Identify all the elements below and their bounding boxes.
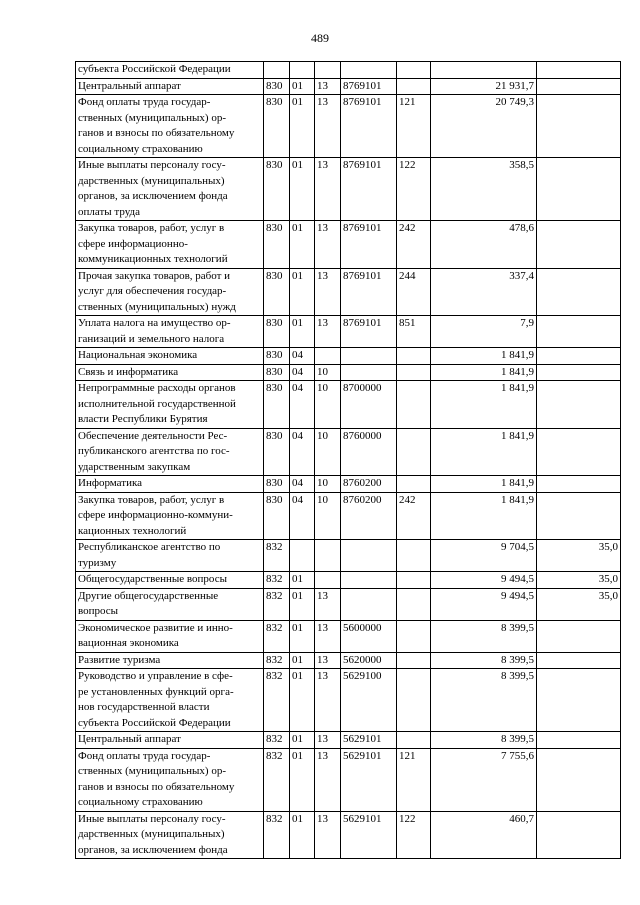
target-article-cell: 5629101 [341, 732, 397, 749]
item-name-line: оплаты труда [78, 205, 141, 218]
item-name-line: ственных (муниципальных) ор- [78, 765, 227, 777]
item-name-line: Информатика [78, 477, 143, 489]
target-article-cell: 8769101 [341, 268, 397, 316]
expense-type-cell: 121 [397, 748, 431, 811]
section-code-cell [290, 540, 315, 572]
item-name-line: ственных (муниципальных) ор- [78, 111, 227, 124]
table-row [76, 476, 621, 493]
item-name-line: Иные выплаты персоналу госу- [78, 159, 226, 171]
item-name-line: Закупка товаров, работ, услуг в [78, 493, 225, 506]
extra-amount-cell [537, 268, 621, 316]
amount-cell: 9 704,5 [431, 540, 537, 572]
item-name-line: Фонд оплаты труда государ- [78, 96, 211, 108]
item-name-line: Развитие туризма [78, 653, 161, 666]
expense-type-cell: 242 [397, 492, 431, 540]
department-code-cell: 830 [264, 268, 290, 316]
item-name-cell [76, 348, 264, 365]
amount-cell: 1 841,9 [431, 492, 537, 540]
item-name-cell [76, 540, 264, 572]
item-name-line: сфере информационно- [78, 237, 188, 250]
extra-amount-cell [537, 364, 621, 381]
amount-cell: 9 494,5 [431, 572, 537, 589]
extra-amount-cell [537, 78, 621, 95]
target-article-cell [341, 364, 397, 381]
item-name-line: социальному страхованию [78, 796, 203, 808]
target-article-cell: 8760200 [341, 476, 397, 493]
department-code-cell: 832 [264, 652, 290, 669]
amount-cell: 9 494,5 [431, 588, 537, 620]
item-name-line: Иные выплаты персоналу госу- [78, 812, 226, 825]
item-name-line: органов, за исключением фонда [78, 843, 228, 856]
section-code-cell: 01 [290, 732, 315, 749]
department-code-cell: 830 [264, 78, 290, 95]
subsection-code-cell: 13 [315, 221, 341, 269]
amount-cell: 1 841,9 [431, 428, 537, 476]
item-name-line: Обеспечение деятельности Рес- [78, 429, 228, 442]
department-code-cell: 830 [264, 316, 290, 348]
amount-cell: 478,6 [431, 221, 537, 269]
item-name-cell [76, 492, 264, 540]
amount-cell: 7 755,6 [431, 748, 537, 811]
expense-type-cell [397, 348, 431, 365]
table-row [76, 492, 621, 540]
section-code-cell: 01 [290, 268, 315, 316]
item-name-cell [76, 620, 264, 652]
extra-amount-cell [537, 221, 621, 269]
item-name-cell [76, 572, 264, 589]
item-name-cell [76, 748, 264, 811]
item-name-line: услуг для обеспечения государ- [78, 285, 227, 297]
extra-amount-cell [537, 95, 621, 158]
amount-cell: 1 841,9 [431, 476, 537, 493]
item-name-cell [76, 588, 264, 620]
target-article-cell: 5620000 [341, 652, 397, 669]
subsection-code-cell: 13 [315, 158, 341, 221]
amount-cell: 20 749,3 [431, 95, 537, 158]
expense-type-cell [397, 572, 431, 589]
department-code-cell: 830 [264, 158, 290, 221]
department-code-cell: 832 [264, 732, 290, 749]
section-code-cell: 01 [290, 316, 315, 348]
extra-amount-cell [537, 476, 621, 493]
expense-type-cell [397, 588, 431, 620]
expense-type-cell [397, 78, 431, 95]
item-name-cell [76, 428, 264, 476]
section-code-cell: 01 [290, 669, 315, 732]
extra-amount-cell [537, 620, 621, 652]
section-code-cell [290, 62, 315, 79]
item-name-line: Закупка товаров, работ, услуг в [78, 222, 225, 234]
amount-cell: 8 399,5 [431, 652, 537, 669]
section-code-cell: 04 [290, 348, 315, 365]
department-code-cell: 832 [264, 588, 290, 620]
subsection-code-cell [315, 540, 341, 572]
expense-type-cell: 851 [397, 316, 431, 348]
target-article-cell: 8700000 [341, 381, 397, 429]
item-name-cell [76, 732, 264, 749]
item-name-cell [76, 221, 264, 269]
amount-cell: 8 399,5 [431, 732, 537, 749]
section-code-cell: 04 [290, 428, 315, 476]
item-name-cell [76, 364, 264, 381]
expense-type-cell [397, 476, 431, 493]
section-code-cell: 04 [290, 364, 315, 381]
table-body [76, 62, 621, 859]
subsection-code-cell: 13 [315, 268, 341, 316]
target-article-cell [341, 588, 397, 620]
item-name-cell [76, 652, 264, 669]
target-article-cell [341, 62, 397, 79]
item-name-line: вопросы [78, 605, 119, 617]
target-article-cell: 5629101 [341, 748, 397, 811]
extra-amount-cell [537, 316, 621, 348]
section-code-cell: 01 [290, 78, 315, 95]
section-code-cell: 04 [290, 476, 315, 493]
section-code-cell: 04 [290, 381, 315, 429]
item-name-cell [76, 316, 264, 348]
amount-cell: 1 841,9 [431, 381, 537, 429]
amount-cell: 1 841,9 [431, 348, 537, 365]
department-code-cell: 830 [264, 476, 290, 493]
item-name-line: Центральный аппарат [78, 733, 181, 745]
item-name-cell [76, 669, 264, 732]
item-name-line: кационных технологий [78, 524, 187, 537]
extra-amount-cell [537, 62, 621, 79]
subsection-code-cell: 13 [315, 620, 341, 652]
item-name-line: Непрограммные расходы органов [78, 382, 236, 394]
department-code-cell: 832 [264, 620, 290, 652]
target-article-cell: 8769101 [341, 316, 397, 348]
expense-type-cell [397, 62, 431, 79]
target-article-cell [341, 348, 397, 365]
department-code-cell: 830 [264, 221, 290, 269]
item-name-line: дарственных (муниципальных) [78, 174, 225, 187]
table-row [76, 732, 621, 749]
subsection-code-cell: 10 [315, 364, 341, 381]
item-name-cell [76, 78, 264, 95]
item-name-cell [76, 95, 264, 158]
expense-type-cell [397, 428, 431, 476]
item-name-line: сфере информационно-коммуни- [78, 509, 233, 521]
expense-type-cell: 121 [397, 95, 431, 158]
department-code-cell: 830 [264, 428, 290, 476]
subsection-code-cell: 13 [315, 588, 341, 620]
subsection-code-cell: 10 [315, 492, 341, 540]
subsection-code-cell: 13 [315, 811, 341, 859]
table-row [76, 348, 621, 365]
section-code-cell: 01 [290, 158, 315, 221]
item-name-line: Уплата налога на имущество ор- [78, 317, 231, 329]
expense-type-cell: 122 [397, 811, 431, 859]
extra-amount-cell [537, 669, 621, 732]
item-name-cell [76, 476, 264, 493]
department-code-cell: 830 [264, 364, 290, 381]
extra-amount-cell [537, 428, 621, 476]
expense-type-cell [397, 620, 431, 652]
amount-cell: 1 841,9 [431, 364, 537, 381]
department-code-cell: 832 [264, 811, 290, 859]
item-name-line: туризму [78, 556, 117, 569]
table-row [76, 62, 621, 79]
item-name-line: публиканского агентства по гос- [78, 445, 230, 457]
table-row [76, 540, 621, 572]
amount-cell: 337,4 [431, 268, 537, 316]
target-article-cell: 8769101 [341, 221, 397, 269]
target-article-cell [341, 572, 397, 589]
amount-cell: 21 931,7 [431, 78, 537, 95]
table-row [76, 620, 621, 652]
subsection-code-cell: 13 [315, 652, 341, 669]
item-name-line: ре установленных функций орга- [78, 685, 234, 698]
subsection-code-cell: 13 [315, 78, 341, 95]
table-row [76, 316, 621, 348]
expense-type-cell [397, 669, 431, 732]
item-name-cell [76, 381, 264, 429]
subsection-code-cell [315, 572, 341, 589]
item-name-line: Общегосударственные вопросы [78, 573, 227, 585]
item-name-line: дарственных (муниципальных) [78, 828, 225, 840]
item-name-line: субъекта Российской Федерации [78, 63, 231, 75]
amount-cell: 7,9 [431, 316, 537, 348]
section-code-cell: 01 [290, 95, 315, 158]
item-name-line: ганов и взносы по обязательному [78, 127, 235, 139]
item-name-line: Руководство и управление в сфе- [78, 670, 233, 682]
subsection-code-cell: 13 [315, 748, 341, 811]
item-name-line: Прочая закупка товаров, работ и [78, 269, 231, 282]
subsection-code-cell: 13 [315, 95, 341, 158]
item-name-line: ганизаций и земельного налога [78, 332, 225, 345]
subsection-code-cell: 10 [315, 476, 341, 493]
item-name-line: ственных (муниципальных) нужд [78, 300, 236, 313]
extra-amount-cell [537, 811, 621, 859]
table-row [76, 268, 621, 316]
item-name-line: ударственным закупкам [78, 460, 191, 473]
expense-type-cell [397, 732, 431, 749]
table-row [76, 381, 621, 429]
section-code-cell: 01 [290, 588, 315, 620]
table-row [76, 95, 621, 158]
item-name-line: субъекта Российской Федерации [78, 716, 231, 729]
department-code-cell: 830 [264, 381, 290, 429]
table-row [76, 364, 621, 381]
section-code-cell: 04 [290, 492, 315, 540]
item-name-cell [76, 811, 264, 859]
section-code-cell: 01 [290, 748, 315, 811]
page-number: 489 [311, 31, 329, 45]
amount-cell [431, 62, 537, 79]
item-name-line: Фонд оплаты труда государ- [78, 749, 211, 762]
subsection-code-cell [315, 348, 341, 365]
table-row [76, 158, 621, 221]
table-row [76, 669, 621, 732]
item-name-line: социальному страхованию [78, 142, 203, 155]
target-article-cell: 8769101 [341, 95, 397, 158]
item-name-line: Центральный аппарат [78, 79, 181, 92]
target-article-cell: 8769101 [341, 158, 397, 221]
target-article-cell: 8760000 [341, 428, 397, 476]
table-row [76, 811, 621, 859]
table-row [76, 588, 621, 620]
department-code-cell: 832 [264, 572, 290, 589]
target-article-cell: 8769101 [341, 78, 397, 95]
extra-amount-cell: 35,0 [537, 540, 621, 572]
department-code-cell: 830 [264, 348, 290, 365]
section-code-cell: 01 [290, 811, 315, 859]
item-name-line: власти Республики Бурятия [78, 413, 208, 425]
subsection-code-cell: 13 [315, 732, 341, 749]
department-code-cell: 832 [264, 540, 290, 572]
item-name-cell [76, 268, 264, 316]
extra-amount-cell [537, 492, 621, 540]
section-code-cell: 01 [290, 572, 315, 589]
section-code-cell: 01 [290, 221, 315, 269]
expense-type-cell: 242 [397, 221, 431, 269]
table-row [76, 572, 621, 589]
extra-amount-cell [537, 158, 621, 221]
department-code-cell: 832 [264, 669, 290, 732]
table-row [76, 652, 621, 669]
target-article-cell: 5629101 [341, 811, 397, 859]
table-row [76, 428, 621, 476]
amount-cell: 8 399,5 [431, 669, 537, 732]
amount-cell: 8 399,5 [431, 620, 537, 652]
section-code-cell: 01 [290, 652, 315, 669]
item-name-line: Республиканское агентство по [78, 541, 221, 553]
subsection-code-cell: 10 [315, 428, 341, 476]
department-code-cell: 832 [264, 748, 290, 811]
subsection-code-cell: 10 [315, 381, 341, 429]
table-row [76, 748, 621, 811]
item-name-line: ганов и взносы по обязательному [78, 780, 235, 793]
extra-amount-cell: 35,0 [537, 588, 621, 620]
item-name-line: Экономическое развитие и инно- [78, 621, 233, 634]
amount-cell: 460,7 [431, 811, 537, 859]
amount-cell: 358,5 [431, 158, 537, 221]
extra-amount-cell [537, 652, 621, 669]
item-name-line: исполнительной государственной [78, 397, 236, 410]
item-name-line: Национальная экономика [78, 349, 198, 361]
target-article-cell: 8760200 [341, 492, 397, 540]
extra-amount-cell [537, 348, 621, 365]
department-code-cell: 830 [264, 95, 290, 158]
subsection-code-cell: 13 [315, 316, 341, 348]
item-name-line: коммуникационных технологий [78, 253, 228, 265]
target-article-cell [341, 540, 397, 572]
target-article-cell: 5600000 [341, 620, 397, 652]
item-name-line: вационная экономика [78, 637, 179, 649]
expense-type-cell [397, 381, 431, 429]
item-name-cell [76, 62, 264, 79]
item-name-line: нов государственной власти [78, 701, 210, 713]
item-name-line: Другие общегосударственные [78, 589, 219, 602]
subsection-code-cell: 13 [315, 669, 341, 732]
item-name-line: органов, за исключением фонда [78, 190, 228, 202]
table-row [76, 78, 621, 95]
department-code-cell [264, 62, 290, 79]
target-article-cell: 5629100 [341, 669, 397, 732]
expense-type-cell [397, 364, 431, 381]
item-name-line: Связь и информатика [78, 365, 179, 378]
expense-type-cell: 244 [397, 268, 431, 316]
extra-amount-cell [537, 748, 621, 811]
expense-type-cell [397, 540, 431, 572]
extra-amount-cell [537, 732, 621, 749]
subsection-code-cell [315, 62, 341, 79]
table-row [76, 221, 621, 269]
item-name-cell [76, 158, 264, 221]
extra-amount-cell [537, 381, 621, 429]
budget-table [75, 61, 621, 859]
department-code-cell: 830 [264, 492, 290, 540]
extra-amount-cell: 35,0 [537, 572, 621, 589]
section-code-cell: 01 [290, 620, 315, 652]
expense-type-cell [397, 652, 431, 669]
expense-type-cell: 122 [397, 158, 431, 221]
